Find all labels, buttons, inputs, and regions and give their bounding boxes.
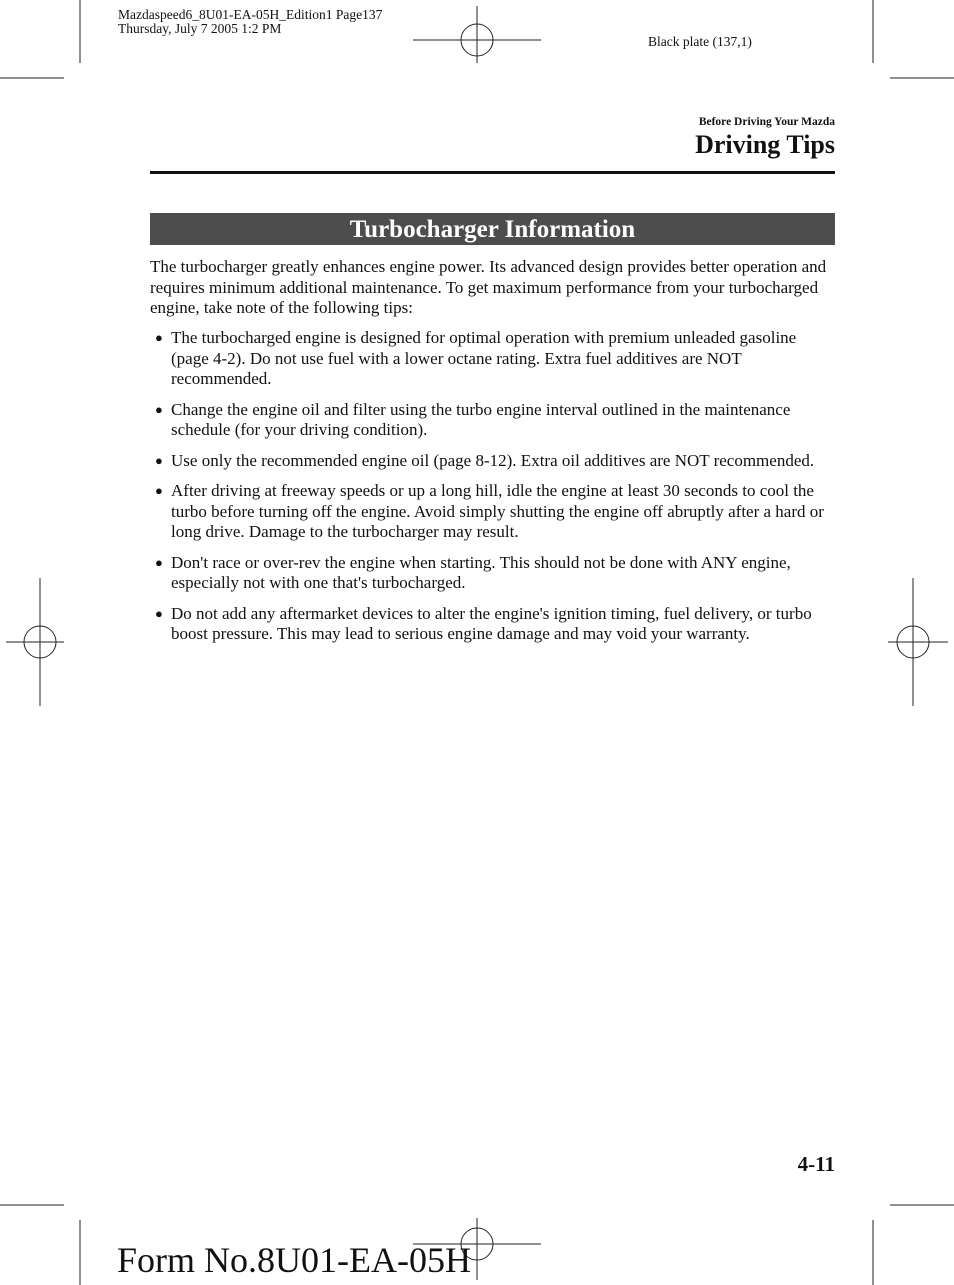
list-item	[150, 328, 838, 390]
section-label: Before Driving Your Mazda	[698, 116, 835, 128]
title-rule	[150, 171, 835, 174]
list-item	[150, 604, 838, 645]
tip-text: Use only the recommended engine oil (page 8-12). Extra oil additives are NOT recommended.	[171, 450, 815, 470]
tip-text: Change the engine oil and filter using the turbo engine interval outlined in the maintenance schedule (for your driving condition).	[171, 399, 791, 439]
intro-paragraph: The turbocharger greatly enhances engine power. Its advanced design provides better operation and requires minimum additional maintenance. To get maximum performance from your turbocharged engine, take note of the following tips:	[150, 257, 827, 317]
bullet-icon: ●	[155, 483, 163, 498]
print-job-info: Mazdaspeed6_8U01-EA-05H_Edition1 Page137	[118, 7, 383, 22]
plate-label: Black plate (137,1)	[648, 34, 752, 49]
registration-mark-right	[888, 578, 948, 706]
list-item	[150, 400, 838, 441]
section-banner: Turbocharger Information	[150, 213, 835, 245]
chapter-title: Driving Tips	[695, 130, 835, 159]
page-number: 4-11	[797, 1152, 835, 1176]
print-timestamp: Thursday, July 7 2005 1:2 PM	[118, 21, 282, 36]
bullet-icon: ●	[155, 554, 163, 570]
form-number: Form No.8U01-EA-05H	[117, 1240, 471, 1280]
list-item	[150, 553, 838, 594]
list-item	[150, 451, 838, 472]
tips-list	[150, 328, 838, 655]
tip-text: After driving at freeway speeds or up a long hill, idle the engine at least 30 seconds to cool the turbo before turning off the engine. Avoid simply shutting the engine off abruptly after a hard or long drive. Damage to the turbocharger may result.	[171, 481, 824, 541]
bullet-icon: ●	[155, 330, 163, 345]
tip-text: The turbocharged engine is designed for optimal operation with premium unleaded gasoline (page 4-2). Do not use fuel with a lower octane rating. Extra fuel additives are NOT recommended.	[171, 328, 797, 388]
bullet-icon: ●	[155, 401, 163, 417]
tip-text: Don't race or over-rev the engine when starting. This should not be done with ANY engine, especially not with one that's turbocharged.	[171, 552, 791, 592]
bullet-icon: ●	[155, 605, 163, 621]
list-item	[150, 481, 838, 543]
registration-mark-top	[413, 6, 541, 63]
bullet-icon: ●	[155, 452, 163, 468]
tip-text: Do not add any aftermarket devices to alter the engine's ignition timing, fuel delivery, or turbo boost pressure. This may lead to serious engine damage and may void your warranty.	[171, 603, 812, 643]
registration-mark-left	[6, 578, 64, 706]
